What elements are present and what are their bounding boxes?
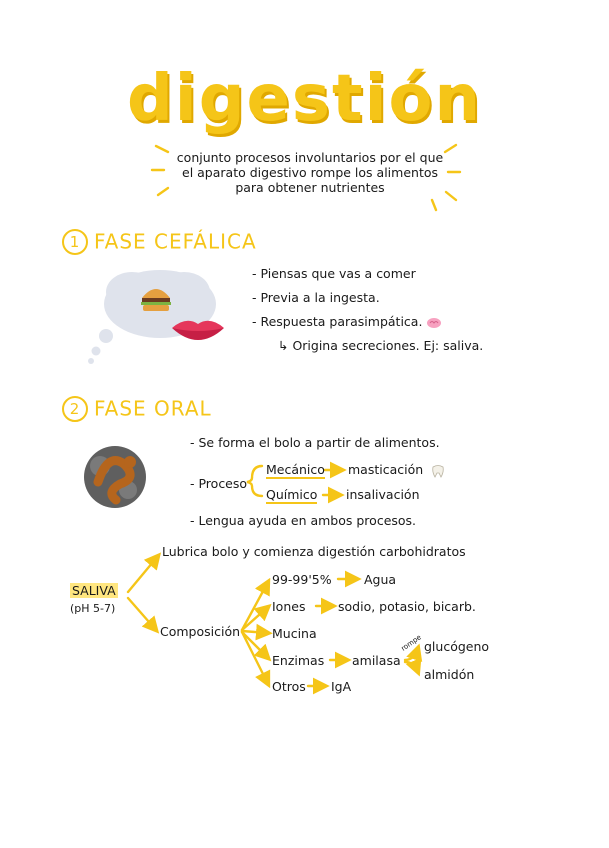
lubrica-text: Lubrica bolo y comienza digestión carbohidratos — [162, 544, 466, 559]
brain-icon — [426, 317, 442, 329]
saliva-composicion-arrow — [128, 598, 156, 630]
comp-iones-arrow — [242, 607, 268, 630]
comp-mucina-arrow — [242, 631, 268, 633]
iones-label: Iones — [272, 599, 306, 614]
mecanico-label: Mecánico — [266, 462, 325, 477]
definition-text: conjunto procesos involuntarios por el que el aparato digestivo rompe los alimentos para obtener nutrientes — [176, 150, 444, 195]
phase1-sub: ↳ Origina secreciones. Ej: saliva. — [278, 338, 484, 353]
saliva-ph: (pH 5-7) — [70, 602, 116, 615]
phase1-heading — [62, 228, 257, 255]
glucogeno-label: glucógeno — [424, 639, 490, 654]
phase1-title: FASE CEFÁLICA — [94, 229, 257, 254]
comp-enzimas-arrow — [242, 632, 268, 658]
phase2-proceso: - Proceso — [190, 476, 248, 491]
proceso-brace — [247, 466, 262, 496]
comp-agua-arrow — [242, 582, 268, 630]
composicion-label: Composición — [160, 624, 241, 639]
saliva-label: SALIVA — [72, 583, 116, 598]
phase1-item-3: - Respuesta parasimpática. — [252, 314, 442, 329]
thought-cloud-icon — [80, 262, 240, 372]
amilasa-almidon-arrow — [405, 662, 418, 672]
masticacion-label: masticación — [348, 462, 445, 478]
iga-label: IgA — [331, 679, 352, 694]
phase2-number: 2 — [62, 396, 88, 422]
enzimas-label: Enzimas — [272, 653, 325, 668]
phase1-item-2: - Previa a la ingesta. — [252, 290, 380, 305]
comp-otros-arrow — [242, 632, 268, 684]
iones-list: sodio, potasio, bicarb. — [338, 599, 476, 614]
phase2-title: FASE ORAL — [94, 396, 212, 421]
almidon-label: almidón — [424, 667, 475, 682]
agua-label: Agua — [364, 572, 397, 587]
phase2-item-1: - Se forma el bolo a partir de alimentos. — [190, 435, 440, 450]
mucina-label: Mucina — [272, 626, 317, 641]
amilasa-label: amilasa — [352, 653, 401, 668]
page-title: digestión — [126, 62, 483, 136]
tooth-icon — [431, 464, 445, 478]
insalivacion-label: insalivación — [346, 487, 420, 502]
bolus-icon — [80, 444, 150, 510]
phase1-number: 1 — [62, 229, 88, 255]
phase2-item-3: - Lengua ayuda en ambos procesos. — [190, 513, 417, 528]
quimico-label: Químico — [266, 487, 318, 502]
saliva-lubrica-arrow — [128, 556, 158, 592]
phase1-item-1: - Piensas que vas a comer — [252, 266, 416, 281]
agua-pct: 99-99'5% — [272, 572, 332, 587]
rompe-label: rompe — [399, 633, 423, 653]
phase2-heading — [62, 395, 212, 422]
otros-label: Otros — [272, 679, 306, 694]
